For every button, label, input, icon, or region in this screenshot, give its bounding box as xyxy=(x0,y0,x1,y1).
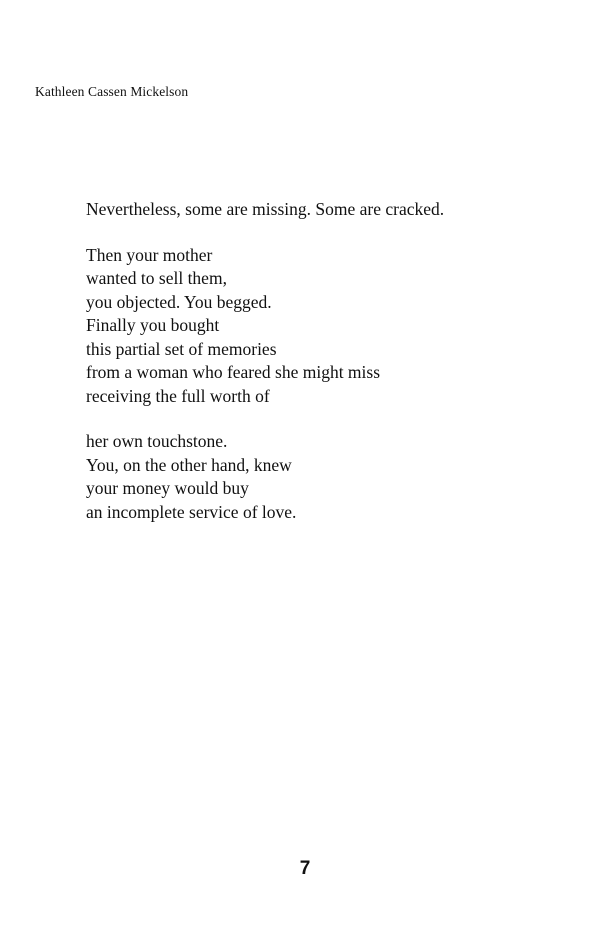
stanza xyxy=(86,430,556,524)
poem-line: wanted to sell them, xyxy=(86,268,227,288)
stanza xyxy=(86,198,556,222)
poem-line: an incomplete service of love. xyxy=(86,501,297,522)
poem-body xyxy=(86,198,556,524)
poem-line: Then your mother xyxy=(86,244,213,265)
poem-line: your money would buy xyxy=(86,478,249,498)
stanza xyxy=(86,244,556,409)
poem-line: Finally you bought xyxy=(86,315,220,335)
poem-line: from a woman who feared she might miss xyxy=(86,362,381,382)
poem-line: receiving the full worth of xyxy=(86,385,270,406)
page-number: 7 xyxy=(299,858,311,879)
poem-line: you objected. You begged. xyxy=(86,291,272,312)
poem-line: this partial set of memories xyxy=(86,338,277,359)
poem-line: her own touchstone. xyxy=(86,431,228,451)
running-header-author: Kathleen Cassen Mickelson xyxy=(35,84,189,99)
poem-line: You, on the other hand, knew xyxy=(86,454,292,475)
poem-line: Nevertheless, some are missing. Some are cracked. xyxy=(86,199,445,219)
